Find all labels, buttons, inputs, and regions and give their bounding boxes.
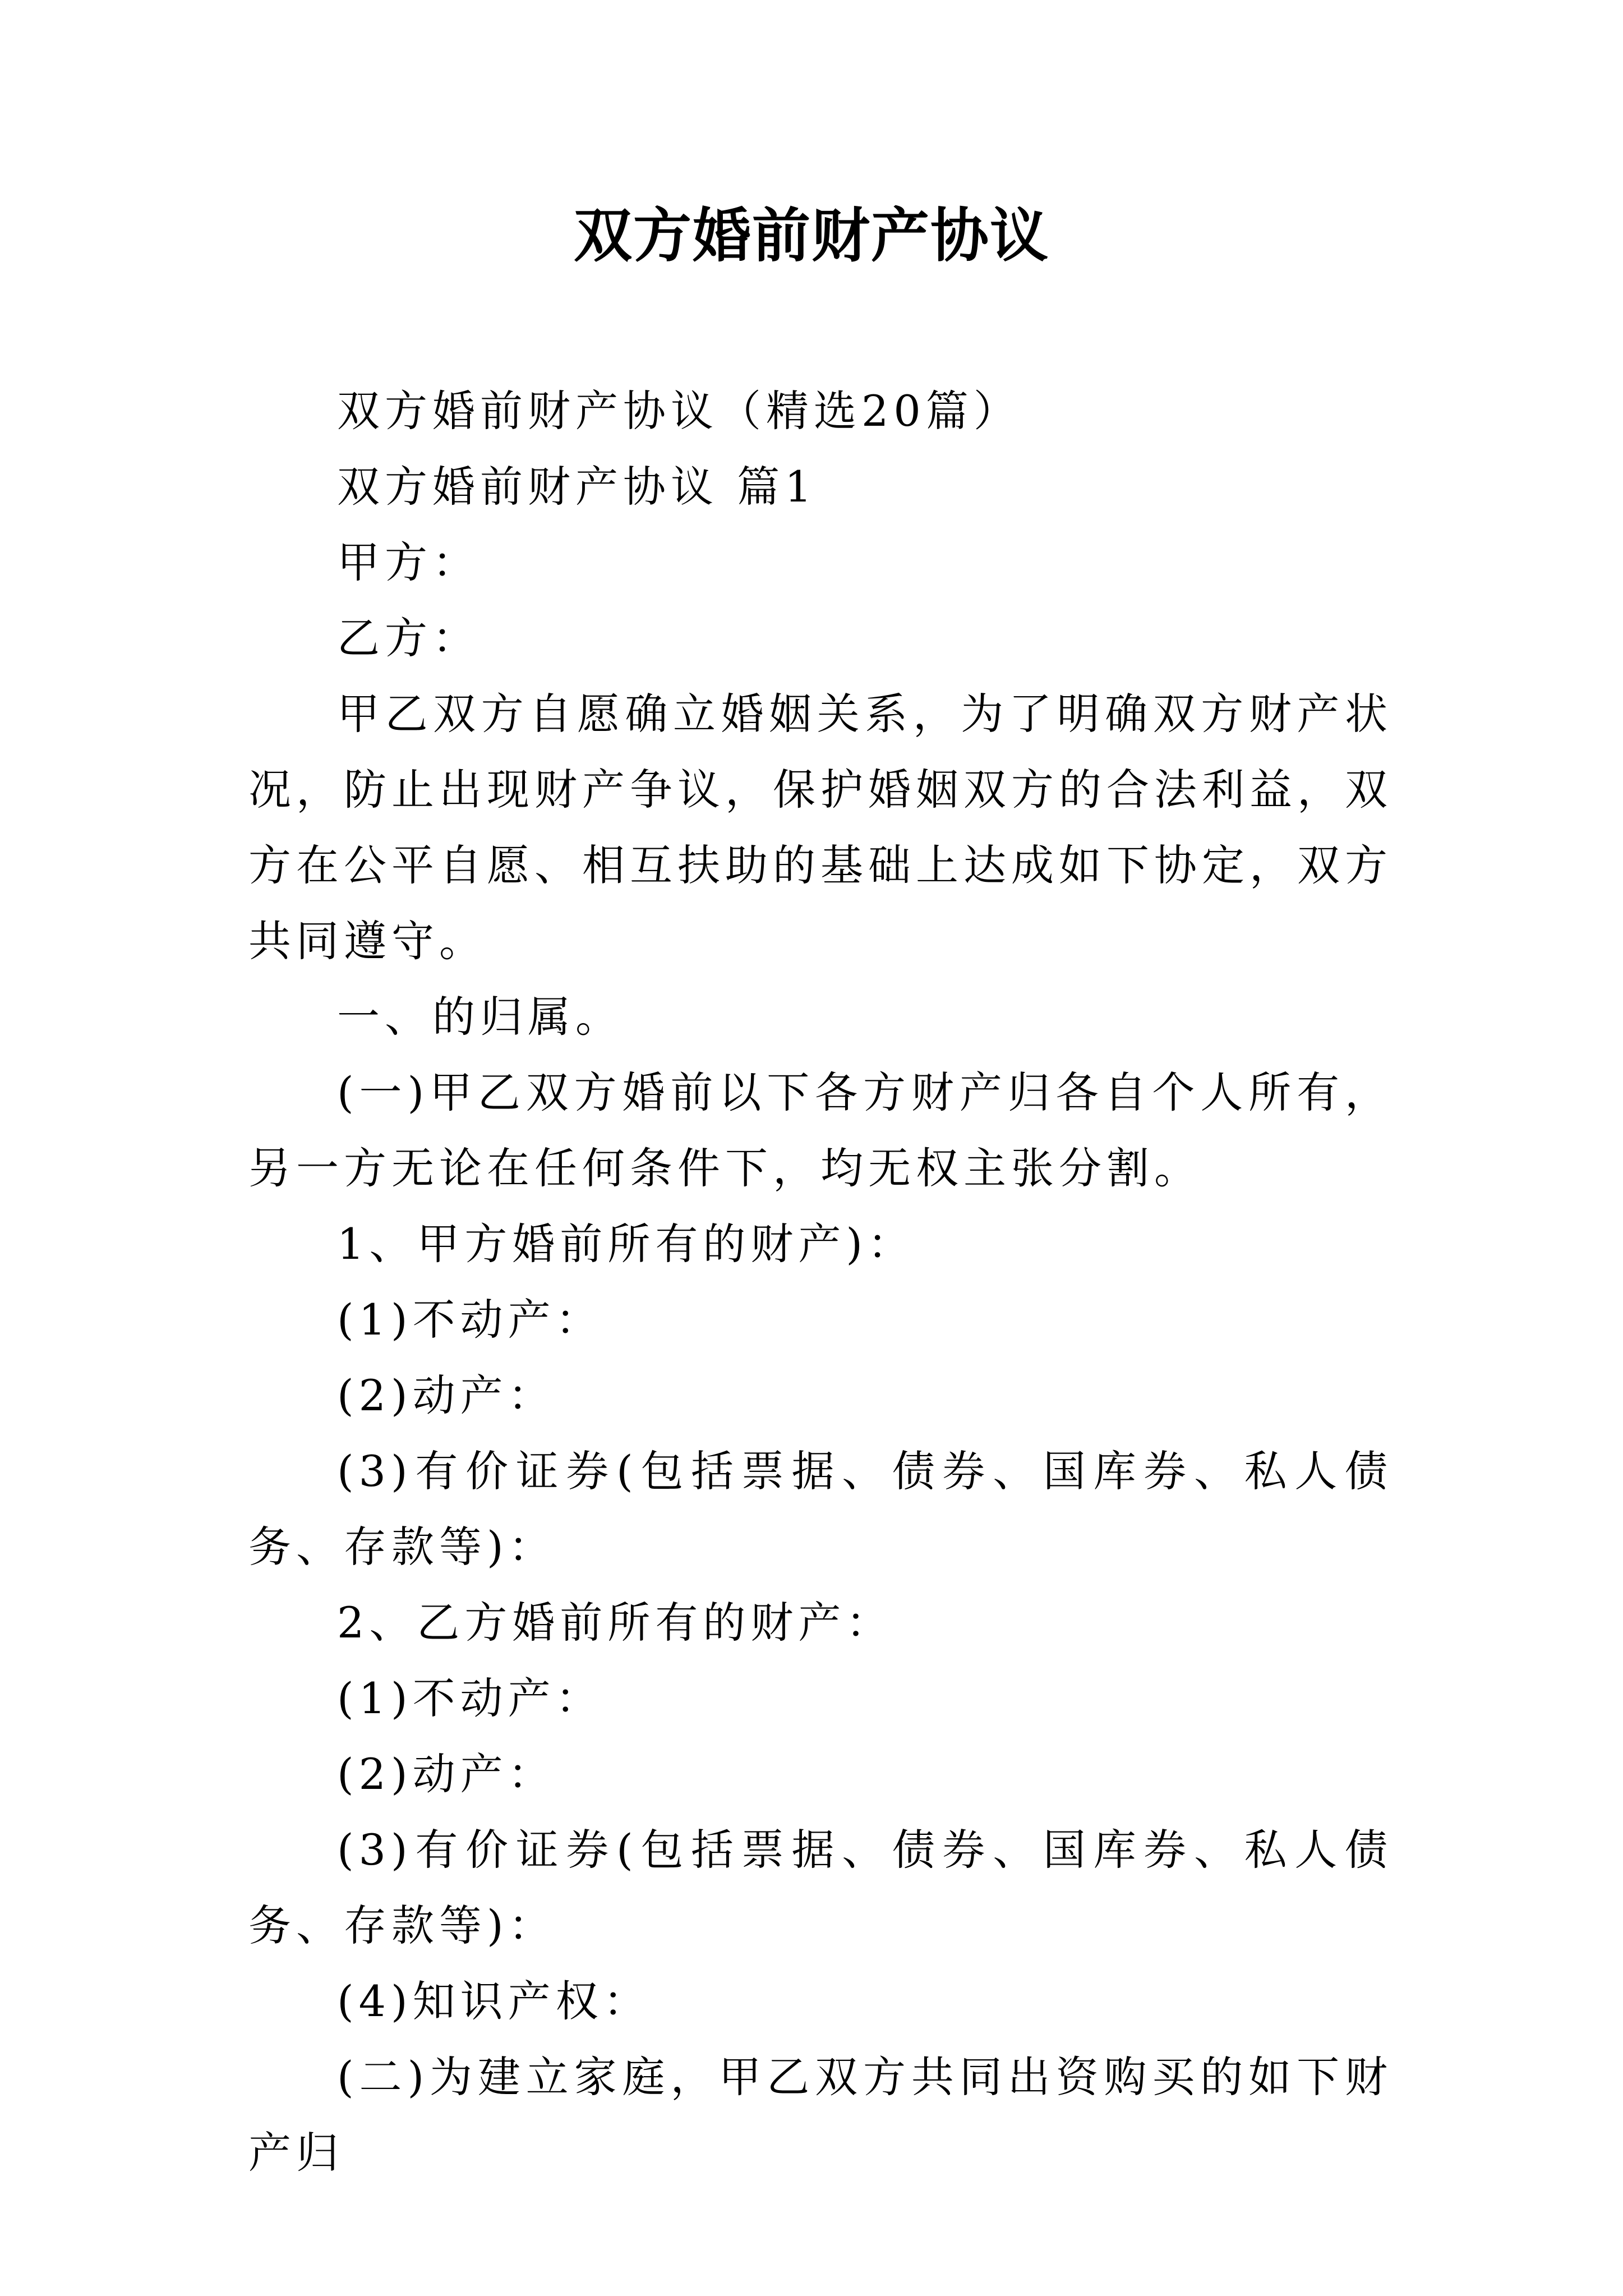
paragraph-party-b-assets: 2、乙方婚前所有的财产： xyxy=(337,1598,894,1648)
document-body xyxy=(248,373,1393,2191)
paragraph-b-intellectual-property: (4)知识产权： xyxy=(337,1976,651,2026)
paragraph-b-real-estate: (1)不动产： xyxy=(337,1673,603,1723)
paragraph-party-a: 甲方： xyxy=(337,537,480,587)
paragraph-b-securities: (3)有价证券(包括票据、债券、国库券、私人债务、存款等)： xyxy=(248,1825,1393,1950)
paragraph-clause-1: 一、的归属。 xyxy=(337,992,623,1042)
paragraph-a-movables: (2)动产： xyxy=(337,1370,556,1420)
document-title: 双方婚前财产协议 xyxy=(573,201,1049,270)
paragraph-a-securities: (3)有价证券(包括票据、债券、国库券、私人债务、存款等)： xyxy=(248,1446,1393,1572)
paragraph-section-heading: 双方婚前财产协议 篇1 xyxy=(337,462,817,512)
paragraph-subtitle: 双方婚前财产协议（精选20篇） xyxy=(337,386,1021,436)
paragraph-party-a-assets: 1、甲方婚前所有的财产)： xyxy=(337,1219,916,1269)
paragraph-b-movables: (2)动产： xyxy=(337,1749,556,1799)
paragraph-a-real-estate: (1)不动产： xyxy=(337,1295,603,1345)
paragraph-clause-1-1: (一)甲乙双方婚前以下各方财产归各自个人所有，另一方无论在任何条件下，均无权主张分割。 xyxy=(248,1068,1393,1193)
paragraph-clause-1-2: (二)为建立家庭，甲乙双方共同出资购买的如下财产归 xyxy=(248,2052,1393,2178)
paragraph-preamble: 甲乙双方自愿确立婚姻关系，为了明确双方财产状况，防止出现财产争议，保护婚姻双方的合法利益，双方在公平自愿、相互扶助的基础上达成如下协定，双方共同遵守。 xyxy=(248,689,1393,966)
paragraph-party-b: 乙方： xyxy=(337,613,480,663)
